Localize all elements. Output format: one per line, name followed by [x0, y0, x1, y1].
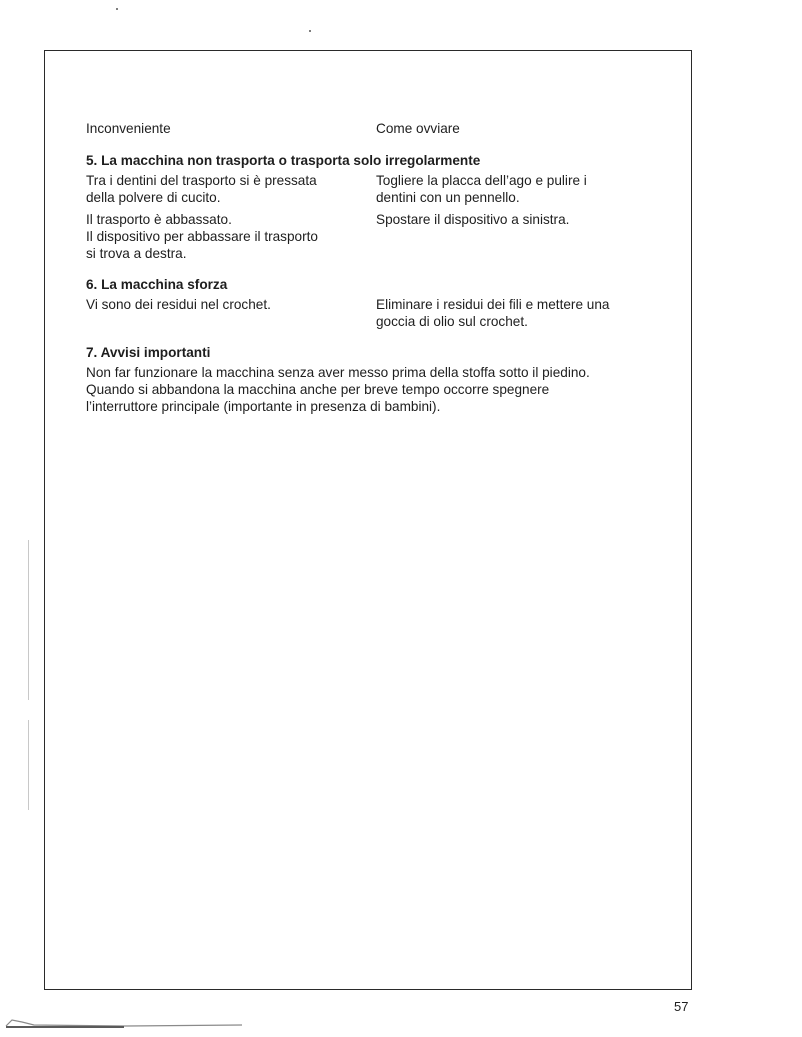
remedy-line: dentini con un pennello.	[376, 190, 520, 205]
problem-line: Vi sono dei residui nel crochet.	[86, 297, 271, 312]
remedy-line: Eliminare i residui dei fili e mettere una	[376, 297, 610, 312]
notes-line: Non far funzionare la macchina senza aver messo prima della stoffa sotto il piedino.	[86, 365, 590, 380]
problem-line: Il dispositivo per abbassare il trasporto	[86, 229, 318, 244]
table-row	[86, 211, 646, 262]
notes-paragraph	[86, 364, 648, 415]
notes-line: l’interruttore principale (importante in presenza di bambini).	[86, 399, 441, 414]
section-title: 6. La macchina sforza	[86, 277, 228, 292]
section-title: 5. La macchina non trasporta o trasporta solo irregolarmente	[86, 153, 481, 168]
remedy-line: Spostare il dispositivo a sinistra.	[376, 212, 570, 227]
problem-cell	[86, 211, 376, 262]
table-header-row	[86, 120, 646, 137]
section-5	[86, 152, 646, 262]
section-title: 7. Avvisi importanti	[86, 345, 211, 360]
problem-line: Tra i dentini del trasporto si è pressata	[86, 173, 317, 188]
page-number: 57	[674, 999, 689, 1014]
scan-speck	[116, 8, 118, 10]
remedy-column-header: Come ovviare	[376, 121, 460, 136]
remedy-line: Togliere la placca dell’ago e pulire i	[376, 173, 587, 188]
remedy-line: goccia di olio sul crochet.	[376, 314, 528, 329]
table-row	[86, 172, 646, 206]
scan-margin-line	[28, 540, 29, 700]
problem-line: della polvere di cucito.	[86, 190, 221, 205]
problem-cell	[86, 296, 376, 330]
problem-line: Il trasporto è abbassato.	[86, 212, 232, 227]
section-6	[86, 276, 646, 330]
notes-line: Quando si abbandona la macchina anche per breve tempo occorre spegnere	[86, 382, 550, 397]
remedy-cell	[376, 172, 646, 206]
remedy-cell	[376, 211, 646, 262]
problem-column-header: Inconveniente	[86, 121, 171, 136]
scan-edge-artifact	[4, 1018, 244, 1028]
section-7-notes	[86, 344, 646, 415]
problem-cell	[86, 172, 376, 206]
problem-line: si trova a destra.	[86, 246, 187, 261]
scan-speck	[309, 30, 311, 32]
troubleshooting-content	[86, 120, 646, 415]
scan-margin-line	[28, 720, 29, 810]
table-row	[86, 296, 646, 330]
remedy-cell	[376, 296, 646, 330]
